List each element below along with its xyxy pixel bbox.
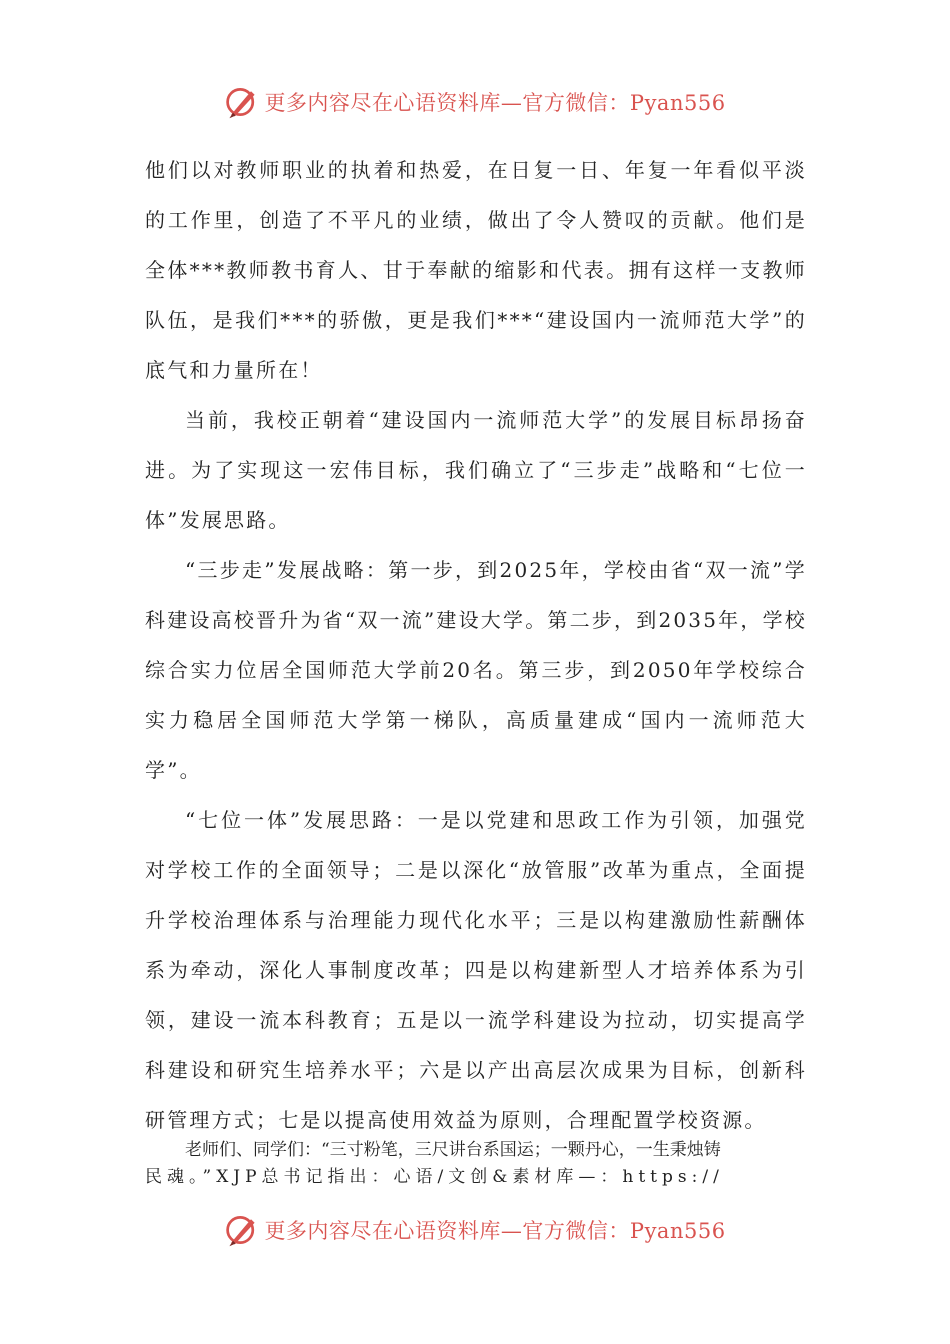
paragraph-3: “三步走”发展战略：第一步，到2025年，学校由省“双一流”学科建设高校晋升为省“双一流”建设大学。第二步，到2035年，学校综合实力位居全国师范大学前20名。第三步，到2050年学校综合实力稳居全国师范大学第一梯队，高质量建成“国内一流师范大学”。 bbox=[145, 558, 807, 782]
header-banner bbox=[0, 82, 950, 122]
paragraph-1: 他们以对教师职业的执着和热爱，在日复一日、年复一年看似平淡的工作里，创造了不平凡的业绩，做出了令人赞叹的贡献。他们是全体***教师教书育人、甘于奉献的缩影和代表。拥有这样一支教师队伍，是我们***的骄傲，更是我们***“建设国内一流师范大学”的底气和力量所在！ bbox=[145, 158, 807, 382]
pen-logo-icon bbox=[224, 84, 260, 120]
paragraph-2: 当前，我校正朝着“建设国内一流师范大学”的发展目标昂扬奋进。为了实现这一宏伟目标，我们确立了“三步走”战略和“七位一体”发展思路。 bbox=[145, 408, 807, 532]
pen-logo-icon bbox=[224, 1212, 260, 1248]
footer-banner-text: 更多内容尽在心语资料库—官方微信：Pyan556 bbox=[264, 1219, 726, 1243]
tail-line-2: 民魂。”XJP总书记指出：心语/文创&素材库—：https:// bbox=[145, 1167, 724, 1187]
tail-line-1: 老师们、同学们：“三寸粉笔，三尺讲台系国运；一颗丹心，一生秉烛铸 bbox=[185, 1140, 721, 1160]
footer-banner bbox=[0, 1210, 950, 1250]
tail-text bbox=[145, 1137, 807, 1191]
document-body bbox=[145, 145, 807, 1145]
header-banner-text: 更多内容尽在心语资料库—官方微信：Pyan556 bbox=[264, 91, 726, 115]
paragraph-4: “七位一体”发展思路：一是以党建和思政工作为引领，加强党对学校工作的全面领导；二是以深化“放管服”改革为重点，全面提升学校治理体系与治理能力现代化水平；三是以构建激励性薪酬体系为牵动，深化人事制度改革；四是以构建新型人才培养体系为引领，建设一流本科教育；五是以一流学科建设为拉动，切实提高学科建设和研究生培养水平；六是以产出高层次成果为目标，创新科研管理方式；七是以提高使用效益为原则，合理配置学校资源。 bbox=[145, 808, 807, 1132]
